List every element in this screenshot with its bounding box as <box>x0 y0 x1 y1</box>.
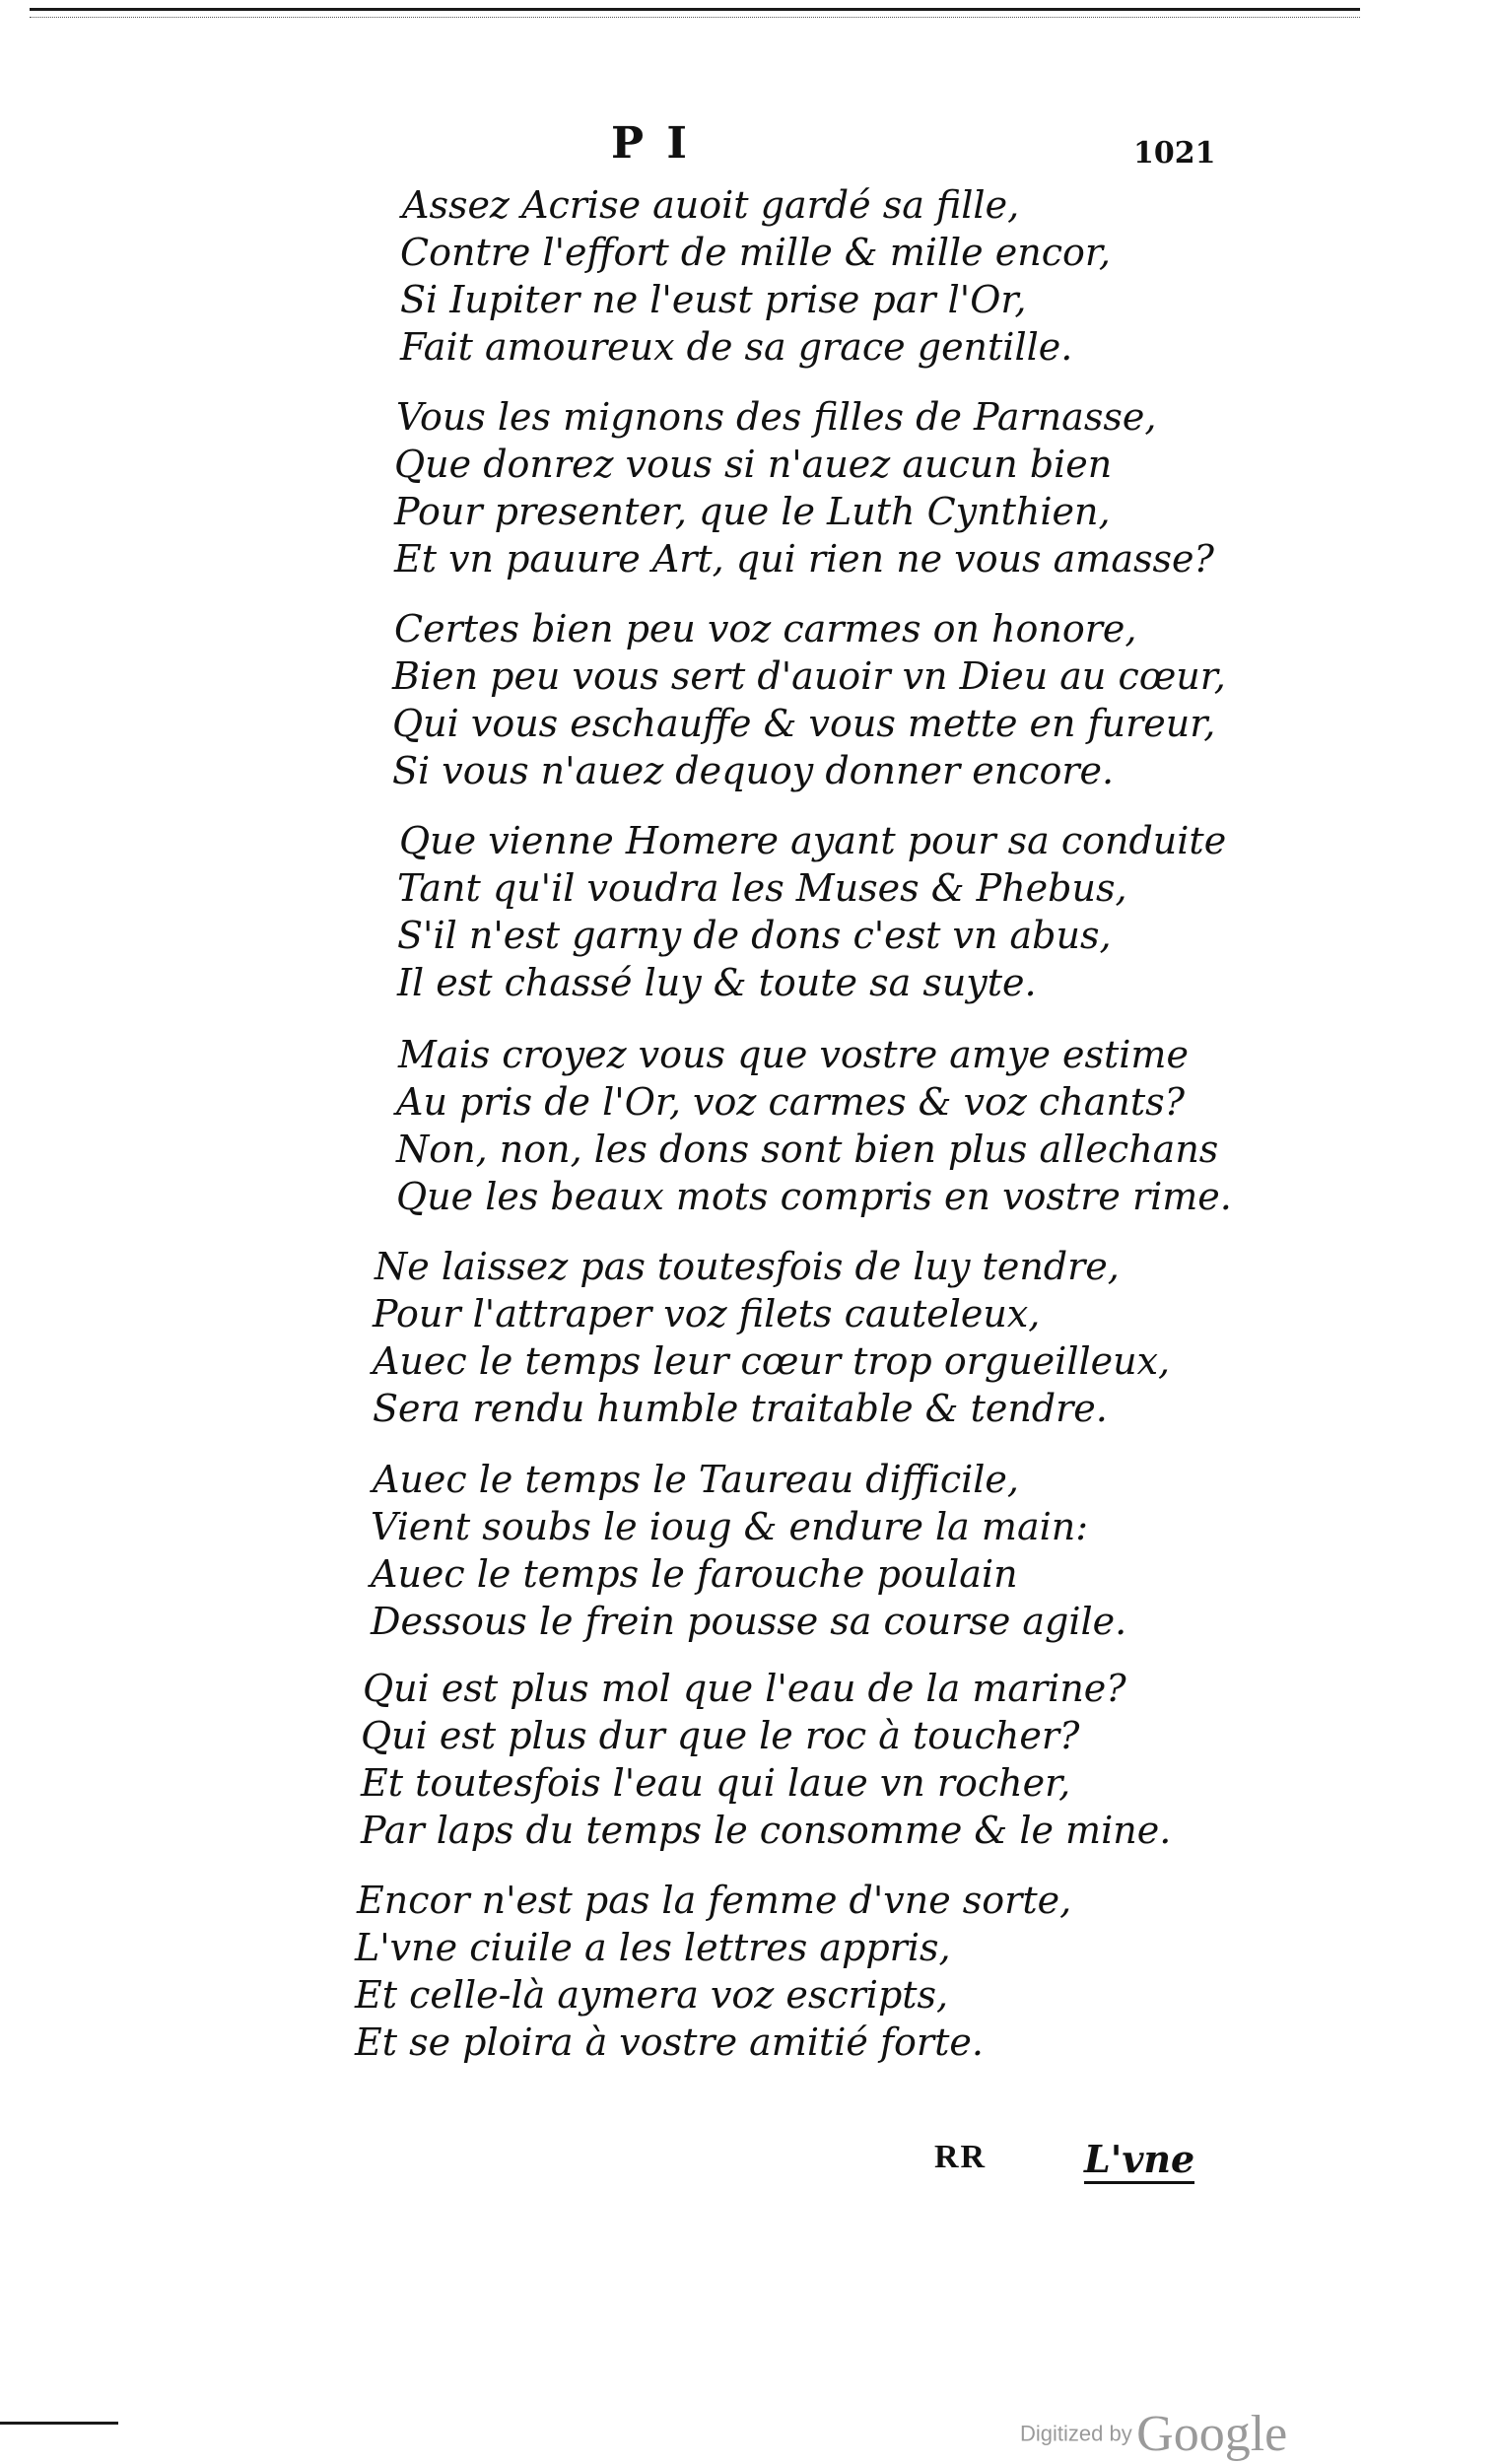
poem-line: Que vienne Homere ayant pour sa conduite <box>399 819 1227 862</box>
poem-line: Ne laissez pas toutesfois de luy tendre, <box>375 1245 1120 1288</box>
google-logo: Google <box>1136 2406 1288 2462</box>
poem-line: Et se ploira à vostre amitié forte. <box>355 2020 984 2064</box>
poem-line: Contre l'effort de mille & mille encor, <box>400 231 1111 274</box>
catchword: L'vne <box>1084 2137 1194 2184</box>
poem-line: Pour l'attraper voz filets cauteleux, <box>373 1292 1041 1335</box>
poem-line: Fait amoureux de sa grace gentille. <box>400 325 1073 369</box>
page-number: 1021 <box>1133 136 1216 171</box>
poem-line: Certes bien peu voz carmes on honore, <box>394 607 1137 650</box>
signature-mark: P I <box>611 118 691 169</box>
poem-line: Sera rendu humble traitable & tendre. <box>373 1387 1108 1430</box>
poem-line: Et toutesfois l'eau qui laue vn rocher, <box>361 1761 1071 1805</box>
footer-signature: RR <box>934 2139 988 2175</box>
poem-line: Que les beaux mots compris en vostre rime. <box>396 1175 1232 1218</box>
poem-line: Auec le temps le farouche poulain <box>371 1552 1018 1596</box>
top-rule <box>30 8 1360 18</box>
poem-line: Pour presenter, que le Luth Cynthien, <box>394 490 1111 533</box>
poem-line: Par laps du temps le consomme & le mine. <box>361 1809 1172 1852</box>
poem-line: Auec le temps le Taureau difficile, <box>373 1458 1020 1501</box>
poem-line: L'vne ciuile a les lettres appris, <box>355 1926 951 1969</box>
poem-line: Au pris de l'Or, voz carmes & voz chants? <box>396 1080 1186 1124</box>
poem-line: Qui vous eschauffe & vous mette en fureur, <box>392 702 1216 745</box>
poem-line: Si vous n'auez dequoy donner encore. <box>392 749 1115 792</box>
poem-line: Dessous le frein pousse sa course agile. <box>371 1600 1127 1643</box>
poem-line: Auec le temps leur cœur trop orgueilleux, <box>373 1339 1171 1383</box>
poem-line: Encor n'est pas la femme d'vne sorte, <box>357 1879 1072 1922</box>
poem-line: Et celle-là aymera voz escripts, <box>355 1973 949 2017</box>
poem-line: Qui est plus mol que l'eau de la marine? <box>363 1667 1126 1710</box>
poem-line: Non, non, les dons sont bien plus allechans <box>396 1128 1219 1171</box>
poem-line: Et vn pauure Art, qui rien ne vous amasse? <box>394 537 1214 581</box>
poem-line: Que donrez vous si n'auez aucun bien <box>394 443 1113 486</box>
poem-line: Assez Acrise auoit gardé sa fille, <box>402 183 1020 227</box>
poem-line: Mais croyez vous que vostre amye estime <box>398 1033 1189 1076</box>
digitized-watermark <box>1020 2405 1287 2463</box>
poem-line: Tant qu'il voudra les Muses & Phebus, <box>397 866 1127 910</box>
poem-line: Si Iupiter ne l'eust prise par l'Or, <box>400 278 1027 321</box>
poem-line: Qui est plus dur que le roc à toucher? <box>361 1714 1080 1757</box>
poem-line: Vient soubs le ioug & endure la main: <box>371 1505 1089 1548</box>
poem-line: S'il n'est garny de dons c'est vn abus, <box>397 914 1112 957</box>
bottom-rule <box>0 2422 118 2425</box>
poem-line: Il est chassé luy & toute sa suyte. <box>397 961 1037 1004</box>
watermark-prefix: Digitized by <box>1020 2421 1132 2446</box>
poem-line: Bien peu vous sert d'auoir vn Dieu au cœur, <box>392 654 1226 698</box>
poem-line: Vous les mignons des filles de Parnasse, <box>396 395 1157 439</box>
